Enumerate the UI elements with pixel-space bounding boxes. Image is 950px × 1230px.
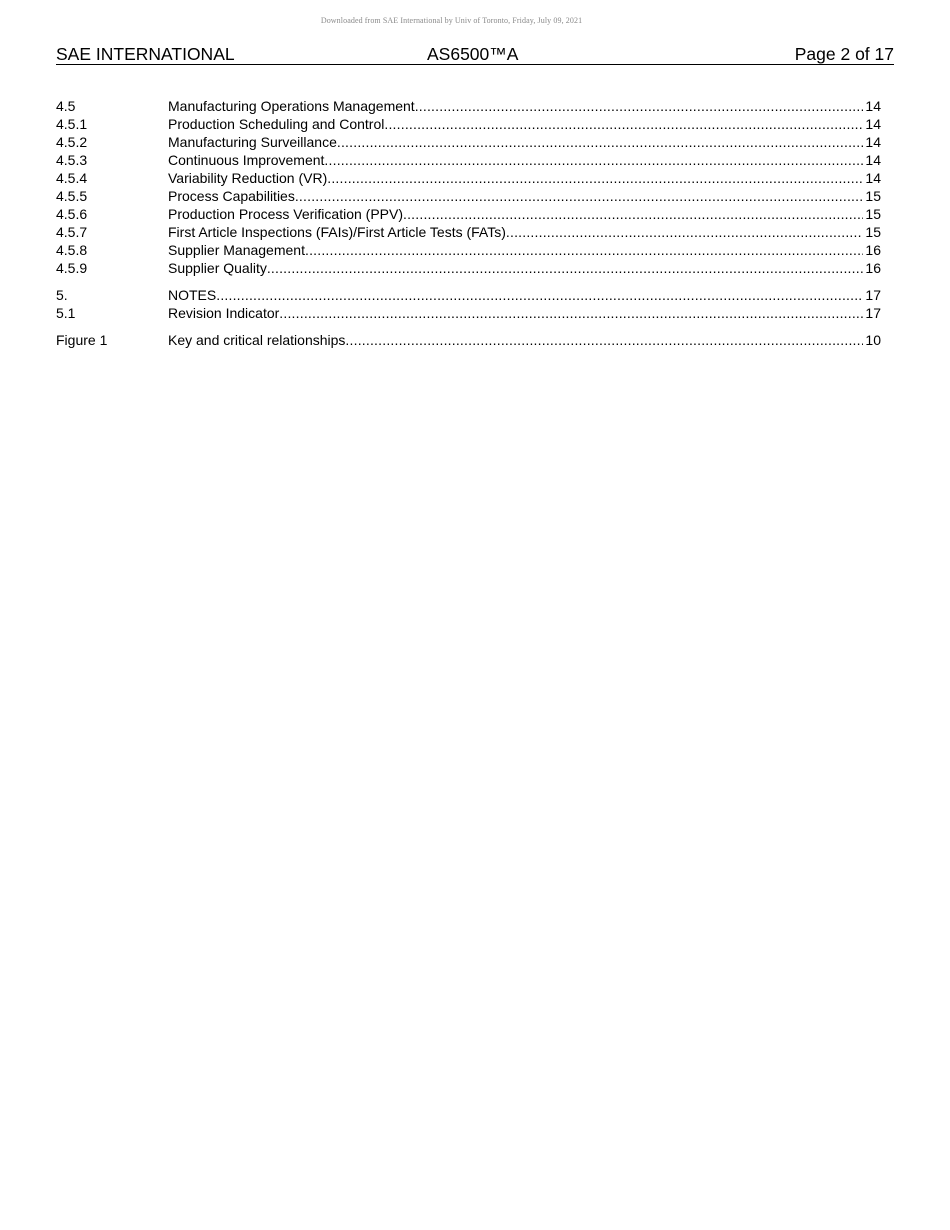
toc-entry[interactable]: [56, 97, 881, 115]
toc-entry[interactable]: [56, 187, 881, 205]
download-watermark: Downloaded from SAE International by Univ of Toronto, Friday, July 09, 2021: [320, 16, 583, 25]
toc-entry-title: Process Capabilities: [168, 188, 295, 204]
toc-entry-title: First Article Inspections (FAIs)/First Article Tests (FATs): [168, 224, 506, 240]
toc-dot-leader: [327, 169, 863, 187]
toc-entry[interactable]: [56, 133, 881, 151]
toc-dot-leader: [337, 133, 864, 151]
toc-entry-number: 4.5.7: [56, 224, 88, 240]
toc-entry-number: 4.5.6: [56, 206, 88, 222]
toc-dot-leader: [267, 259, 864, 277]
toc-dot-leader: [324, 151, 863, 169]
toc-dot-leader: [216, 286, 863, 304]
header-organization: SAE INTERNATIONAL: [56, 44, 235, 64]
toc-entry-title: Production Scheduling and Control: [168, 116, 385, 132]
toc-group-spacer: [56, 322, 881, 331]
toc-group-spacer: [56, 277, 881, 286]
toc-dot-leader: [305, 241, 863, 259]
toc-entry[interactable]: [56, 241, 881, 259]
toc-entry[interactable]: [56, 286, 881, 304]
toc-entry-page: 14: [865, 152, 881, 168]
toc-entry[interactable]: [56, 205, 881, 223]
toc-entry-title: Variability Reduction (VR): [168, 170, 328, 186]
toc-entry-title: Key and critical relationships: [168, 332, 346, 348]
toc-entry-title: Supplier Management: [168, 242, 305, 258]
toc-dot-leader: [506, 223, 864, 241]
header-document-number: AS6500™A: [427, 44, 519, 64]
toc-entry-page: 14: [865, 134, 881, 150]
page-header: [56, 44, 894, 65]
toc-entry[interactable]: [56, 331, 881, 349]
toc-entry[interactable]: [56, 304, 881, 322]
table-of-contents: [56, 97, 881, 349]
toc-entry-page: 14: [865, 98, 881, 114]
toc-entry-title: NOTES: [168, 287, 217, 303]
toc-entry[interactable]: [56, 259, 881, 277]
toc-entry-number: 4.5.8: [56, 242, 88, 258]
toc-dot-leader: [384, 115, 863, 133]
toc-entry-page: 15: [865, 188, 881, 204]
toc-entry-title: Manufacturing Operations Management: [168, 98, 415, 114]
toc-entry-number: 4.5.3: [56, 152, 88, 168]
header-page-number: Page 2 of 17: [794, 44, 894, 64]
toc-entry-number: 4.5.2: [56, 134, 88, 150]
toc-entry-title: Supplier Quality: [168, 260, 267, 276]
toc-entry-number: Figure 1: [56, 332, 108, 348]
toc-entry-page: 15: [865, 206, 881, 222]
toc-entry-title: Revision Indicator: [168, 305, 280, 321]
toc-entry-number: 4.5.4: [56, 170, 88, 186]
toc-entry-number: 5.1: [56, 305, 76, 321]
toc-entry-number: 4.5.9: [56, 260, 88, 276]
toc-entry-page: 15: [865, 224, 881, 240]
toc-entry[interactable]: [56, 169, 881, 187]
toc-entry-page: 10: [865, 332, 881, 348]
toc-entry[interactable]: [56, 115, 881, 133]
toc-entry-number: 4.5: [56, 98, 76, 114]
toc-dot-leader: [279, 304, 863, 322]
toc-dot-leader: [345, 331, 863, 349]
toc-entry-number: 4.5.1: [56, 116, 88, 132]
toc-entry-number: 4.5.5: [56, 188, 88, 204]
toc-group-section-5: [56, 286, 881, 322]
toc-entry-page: 17: [865, 287, 881, 303]
toc-entry[interactable]: [56, 151, 881, 169]
toc-dot-leader: [403, 205, 863, 223]
toc-dot-leader: [295, 187, 864, 205]
toc-group-section-4-5: [56, 97, 881, 277]
toc-entry-title: Production Process Verification (PPV): [168, 206, 403, 222]
toc-group-figures: [56, 331, 881, 349]
toc-entry-page: 14: [865, 170, 881, 186]
toc-entry-page: 16: [865, 260, 881, 276]
toc-entry-page: 17: [865, 305, 881, 321]
toc-entry-number: 5.: [56, 287, 68, 303]
toc-entry-title: Manufacturing Surveillance: [168, 134, 337, 150]
toc-entry-page: 16: [865, 242, 881, 258]
toc-dot-leader: [415, 97, 864, 115]
toc-entry[interactable]: [56, 223, 881, 241]
toc-entry-title: Continuous Improvement: [168, 152, 325, 168]
toc-entry-page: 14: [865, 116, 881, 132]
